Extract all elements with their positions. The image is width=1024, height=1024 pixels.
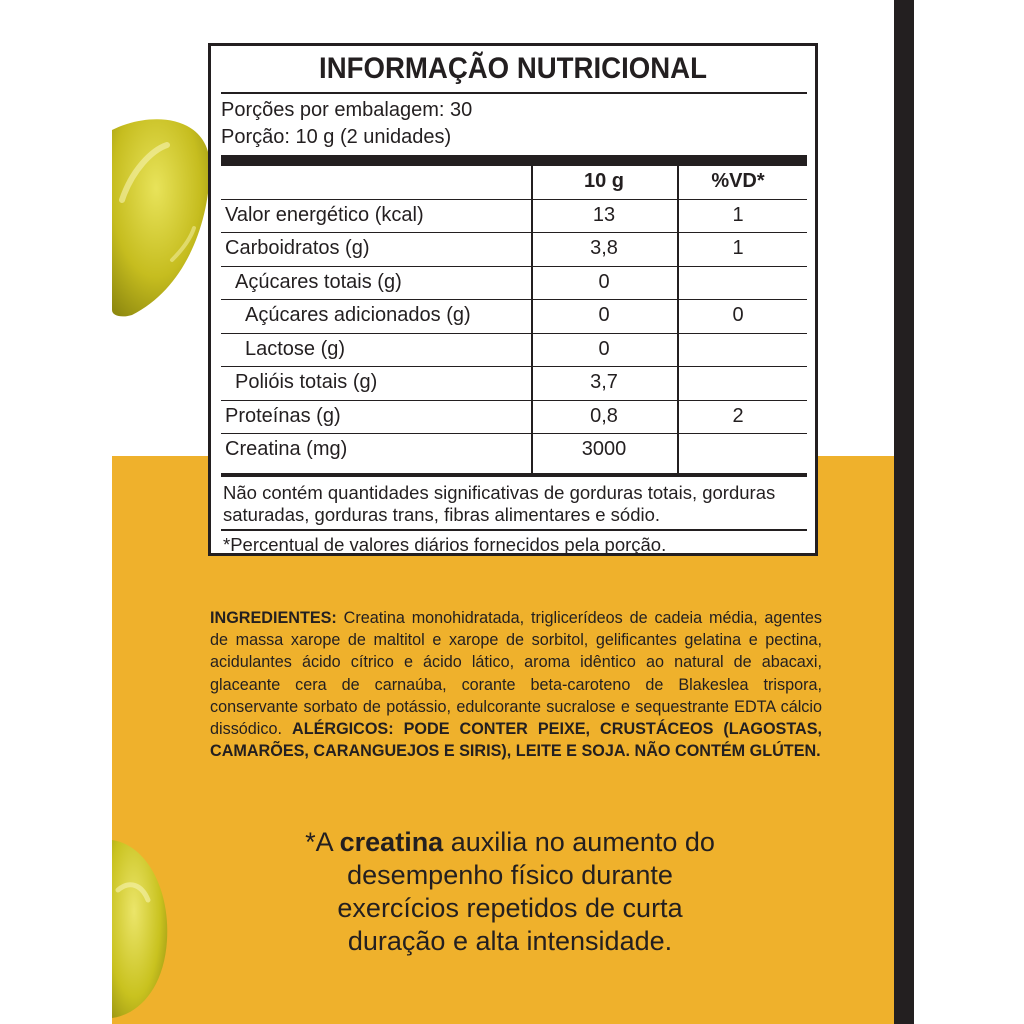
table-row xyxy=(221,233,807,267)
nutrient-name: Valor energético (kcal) xyxy=(225,203,424,226)
ingredients-label: INGREDIENTES: xyxy=(210,609,337,627)
nutrient-name: Polióis totais (g) xyxy=(235,371,378,393)
nutrient-dv: 1 xyxy=(732,237,744,259)
gummy-illustration-bottom xyxy=(112,830,172,1020)
thick-divider xyxy=(221,473,807,477)
nutrient-amount: 3,8 xyxy=(590,237,618,259)
table-row xyxy=(221,300,807,334)
table-row xyxy=(221,367,807,401)
table-row xyxy=(221,401,807,435)
nutrient-name: Creatina (mg) xyxy=(225,438,348,460)
dv-footnote: *Percentual de valores diários fornecidos pela porção. xyxy=(223,534,667,555)
table-row xyxy=(221,334,807,368)
table-header-row xyxy=(221,166,807,200)
divider xyxy=(221,92,807,94)
column-header-amount: 10 g xyxy=(583,170,625,192)
ingredients-block xyxy=(210,607,822,762)
column-header-dv: %VD* xyxy=(711,170,765,192)
nutrient-dv: 1 xyxy=(732,203,744,226)
left-margin xyxy=(0,0,112,1024)
nutrition-facts-table xyxy=(208,43,818,556)
nutrient-amount: 0,8 xyxy=(590,404,618,427)
serving-size: Porção: 10 g (2 unidades) xyxy=(221,126,452,148)
nutrient-amount: 0 xyxy=(598,270,610,293)
allergens-text: ALÉRGICOS: PODE CONTER PEIXE, CRUSTÁCEOS (LAGOSTAS, CAMARÕES, CARANGUEJOS E SIRIS), LEITE E SOJA. NÃO CONTÉM GLÚTEN. xyxy=(210,720,823,761)
ingredients-text: Creatina monohidratada, triglicerídeos de cadeia média, agentes de massa xarope de maltitol e xarope de sorbitol, gelificantes gelatina e pectina, acidulantes ácido cítrico e ácido lático, aroma idêntico ao natural de abacaxi, glaceante cera de carnaúba, corante beta-caroteno de Blakeslea trispora, conservante sorbato de potássio, edulcorante sucralose e sequestrante EDTA cálcio dissódico. xyxy=(210,609,823,739)
table-row xyxy=(221,267,807,301)
table-row xyxy=(221,200,807,234)
divider xyxy=(221,529,807,531)
nutrient-amount: 0 xyxy=(598,337,610,360)
nutrient-amount: 3,7 xyxy=(590,371,618,393)
nutrient-grid xyxy=(221,166,807,468)
nutrient-amount: 13 xyxy=(592,203,616,226)
claim-text: auxilia no aumento do desempenho físico durante exercícios repetidos de curta duração e alta intensidade. xyxy=(337,827,715,956)
table-row xyxy=(221,434,807,468)
nutrient-amount: 0 xyxy=(598,304,610,326)
servings-per-package: Porções por embalagem: 30 xyxy=(221,99,473,121)
creatine-claim xyxy=(300,826,720,958)
claim-prefix: *A xyxy=(305,827,340,857)
nutrient-dv: 2 xyxy=(732,404,744,427)
nutrient-dv: 0 xyxy=(732,304,744,326)
nutrient-name: Açúcares totais (g) xyxy=(235,270,402,293)
nutrient-name: Lactose (g) xyxy=(245,337,346,360)
gummy-illustration xyxy=(112,110,212,320)
nutrient-name: Proteínas (g) xyxy=(225,404,341,427)
thick-divider xyxy=(221,155,807,166)
nutrition-title: INFORMAÇÃO NUTRICIONAL xyxy=(319,52,707,85)
nutrition-footnote: Não contém quantidades significativas de gorduras totais, gorduras saturadas, gorduras trans, fibras alimentares e sódio. xyxy=(223,482,776,525)
label-right-edge xyxy=(894,0,914,1024)
nutrient-name: Açúcares adicionados (g) xyxy=(245,304,471,326)
nutrient-name: Carboidratos (g) xyxy=(225,237,370,259)
nutrient-amount: 3000 xyxy=(581,438,627,460)
claim-highlight: creatina xyxy=(339,827,444,857)
